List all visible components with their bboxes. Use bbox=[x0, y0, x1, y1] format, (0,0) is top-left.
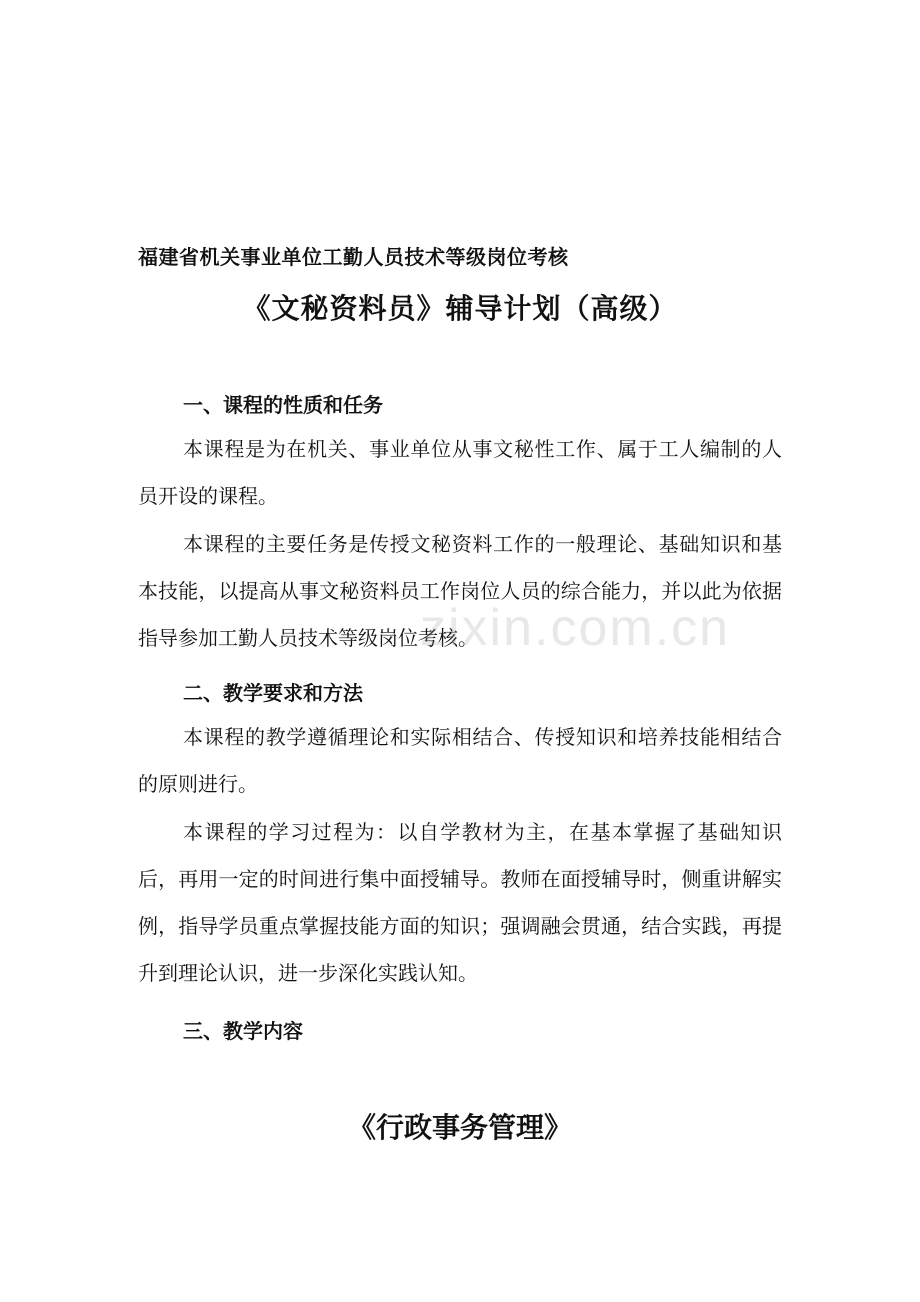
section-1-paragraph-2: 本课程的主要任务是传授文秘资料工作的一般理论、基础知识和基本技能，以提高从事文秘资料员工作岗位人员的综合能力，并以此为依据指导参加工勤人员技术等级岗位考核。 bbox=[138, 532, 782, 650]
document-title: 《文秘资料员》辅导计划（高级） bbox=[242, 292, 678, 325]
section-2-paragraph-2: 本课程的学习过程为：以自学教材为主，在基本掌握了基础知识后，再用一定的时间进行集中面授辅导。教师在面授辅导时，侧重讲解实例，指导学员重点掌握技能方面的知识；强调融会贯通，结合实践，再提升到理论认识，进一步深化实践认知。 bbox=[138, 820, 782, 985]
content-title: 《行政事务管理》 bbox=[347, 1111, 572, 1144]
section-heading-3: 三、教学内容 bbox=[183, 1019, 303, 1043]
section-1-paragraph-1: 本课程是为在机关、事业单位从事文秘性工作、属于工人编制的人员开设的课程。 bbox=[138, 437, 782, 508]
section-heading-2: 二、教学要求和方法 bbox=[183, 681, 363, 705]
document-subtitle: 福建省机关事业单位工勤人员技术等级岗位考核 bbox=[138, 245, 569, 269]
section-2-paragraph-1: 本课程的教学遵循理论和实际相结合、传授知识和培养技能相结合的原则进行。 bbox=[138, 725, 782, 796]
watermark: zixin.com.cn bbox=[420, 599, 731, 657]
section-heading-1: 一、课程的性质和任务 bbox=[183, 393, 383, 417]
